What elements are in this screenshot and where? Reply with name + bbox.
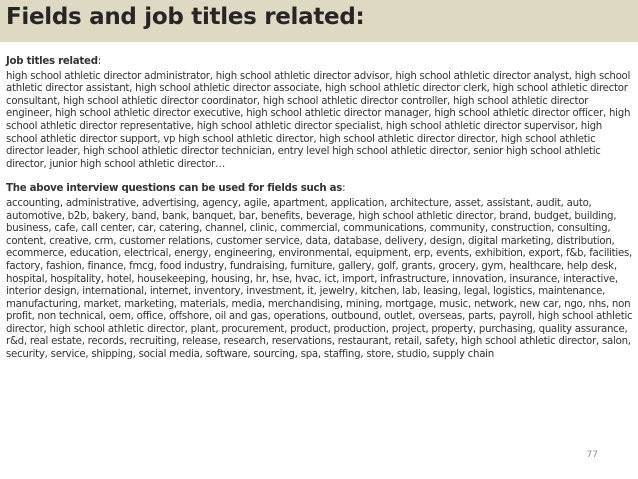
fields-heading-colon: : [342,183,346,195]
slide-body [6,56,634,362]
fields-heading [6,183,634,196]
job-titles-heading [6,56,634,69]
fields-list: accounting, administrative, advertising, agency, agile, apartment, application, architecture, asset, assistant, audit, auto, automotive, b2b, bakery, band, bank, banquet, bar, benefits, beverage, high school athletic director, brand, budget, building, business, cafe, call center, car, catering, channel, clinic, commercial, communications, community, construction, consulting, content, creative, crm, customer relations, customer service, data, database, delivery, design, digital marketing, distribution, ecommerce, education, electrical, energy, engineering, environmental, equipment, erp, events, exhibition, export, f&b, facilities, factory, fashion, finance, fmcg, food industry, fundraising, furniture, gallery, golf, grants, grocery, gym, healthcare, help desk, hospital, hospitality, hotel, housekeeping, housing, hr, hse, hvac, ict, import, infrastructure, innovation, insurance, interactive, interior design, international, internet, inventory, investment, it, jewelry, kitchen, lab, leasing, legal, logistics, maintenance, manufacturing, market, marketing, materials, media, merchandising, mining, mortgage, music, network, new car, ngo, nhs, non profit, non technical, oem, office, offshore, oil and gas, operations, outbound, outlet, overseas, parts, payroll, high school athletic director, high school athletic director, plant, procurement, product, production, project, property, purchasing, quality assurance, r&d, real estate, records, recruiting, release, research, reservations, restaurant, retail, safety, high school athletic director, salon, security, service, shipping, social media, software, sourcing, spa, staffing, store, studio, supply chain [6,197,633,361]
slide-title: Fields and job titles related: [6,4,365,30]
job-titles-heading-colon: : [97,56,101,67]
job-titles-heading-label: Job titles related [6,56,98,67]
fields-heading-label: The above interview questions can be used for fields such as [6,183,343,195]
page-number: 77 [586,450,598,460]
title-bar [0,0,638,42]
job-titles-list: high school athletic director administrator, high school athletic director advisor, high school athletic director analyst, high school athletic director assistant, high school athletic director associate, high school athletic director clerk, high school athletic director consultant, high school athletic director coordinator, high school athletic director controller, high school athletic director engineer, high school athletic director executive, high school athletic director manager, high school athletic director officer, high school athletic director representative, high school athletic director specialist, high school athletic director supervisor, high school athletic director support, vp high school athletic director, high school athletic director director, high school athletic director leader, high school athletic director technician, entry level high school athletic director, senior high school athletic director, junior high school athletic director… [6,70,631,170]
